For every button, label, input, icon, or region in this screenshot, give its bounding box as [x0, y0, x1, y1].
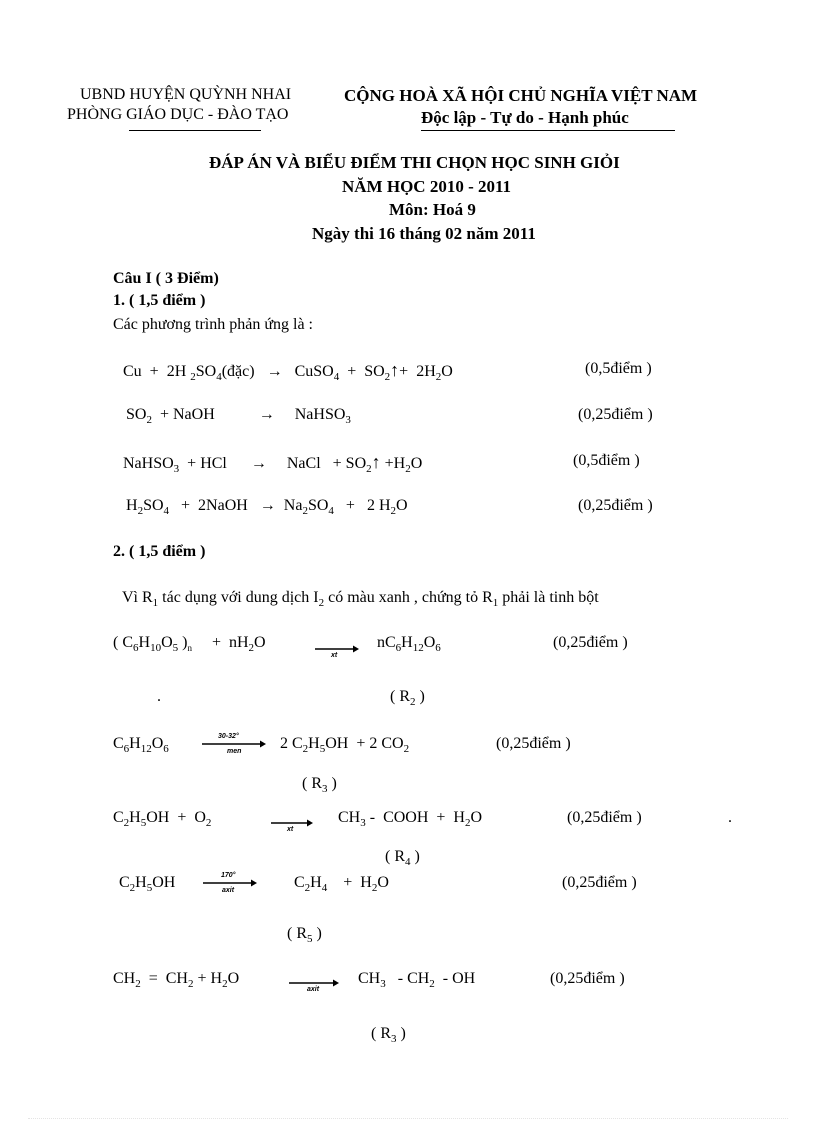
label-r4: ( $R_4$ ) — [385, 848, 420, 868]
reaction-e-product: $CH_3 - CH_2$ - OH — [358, 970, 476, 990]
dot-mark: . — [157, 688, 161, 705]
label-r3: ( $R_3$ ) — [302, 775, 337, 795]
part2-heading: 2. ( 1,5 điểm ) — [113, 543, 206, 560]
doc-title-line3: Môn: Hoá 9 — [389, 200, 476, 219]
reaction-a-score: (0,25điểm ) — [553, 634, 628, 651]
equation-1: Cu + 2H $_2SO_4(đặc)$ → CuSO$_4$ + $SO_2↑+ 2H_2O$ — [123, 360, 453, 383]
reaction-b-product: 2 $C_2H_5OH + 2$ $CO_2$ — [280, 735, 410, 755]
label-r2: ( $R_2$ ) — [390, 688, 425, 708]
equation-2-score: (0,25điểm ) — [578, 406, 653, 423]
arrow-dehydrate-top: 170° — [221, 872, 236, 879]
reaction-d-product: $C_2H_4$ + $H_2O$ — [294, 874, 389, 894]
header-left-line2: PHÒNG GIÁO DỤC - ĐÀO TẠO — [67, 106, 289, 123]
reaction-d: $C_2H_5OH$ — [119, 874, 176, 894]
arrow-xt-1-label: xt — [331, 652, 338, 659]
label-r3-second: ( $R_3$ ) — [371, 1025, 406, 1045]
page-bottom-divider — [28, 1118, 788, 1119]
arrow-ferment-top: 30-32° — [218, 733, 239, 740]
doc-title-line1: ĐÁP ÁN VÀ BIỂU ĐIỂM THI CHỌN HỌC SINH GIỎI — [209, 153, 620, 172]
label-r5: ( $R_5$ ) — [287, 925, 322, 945]
doc-title-line4: Ngày thi 16 tháng 02 năm 2011 — [312, 224, 536, 243]
part1-intro: Các phương trình phản ứng là : — [113, 316, 313, 333]
header-left-line1: UBND HUYỆN QUỲNH NHAI — [80, 86, 292, 103]
doc-title-line2: NĂM HỌC 2010 - 2011 — [342, 177, 512, 196]
equation-3-score: (0,5điểm ) — [573, 452, 640, 469]
reaction-b-score: (0,25điểm ) — [496, 735, 571, 752]
reaction-a: ( $C_6H_{10}O_5$ )$_n$ + $nH_2O$ — [113, 634, 266, 654]
arrow-dehydrate-bottom: axit — [222, 887, 235, 894]
reaction-a-product: $nC_6H_{12}O_6$ — [377, 634, 441, 654]
equation-1-score: (0,5điểm ) — [585, 360, 652, 377]
header-right-underline — [421, 130, 675, 131]
reaction-c: $C_2H_5OH + O_2$ — [113, 809, 212, 829]
header-right-line1: CỘNG HOÀ XÃ HỘI CHỦ NGHĨA VIỆT NAM — [344, 86, 698, 105]
reaction-e-score: (0,25điểm ) — [550, 970, 625, 987]
part2-intro: Vì $R_1$ tác dụng với dung dịch $I_2$ có màu xanh , chứng tỏ $R_1$ phải là tinh bột — [122, 589, 599, 609]
arrow-xt-2-label: xt — [287, 826, 294, 833]
arrow-hydrate-label: axit — [307, 986, 320, 993]
part1-heading: 1. ( 1,5 điểm ) — [113, 292, 206, 309]
dot-mark-right: . — [728, 809, 732, 826]
equation-4: $H_2SO_4$ + 2NaOH → $Na_2SO_4 + 2$ $H_2O$ — [126, 497, 408, 517]
reaction-d-score: (0,25điểm ) — [562, 874, 637, 891]
reaction-b: $C_6H_{12}O_6$ — [113, 735, 169, 755]
header-left-underline — [129, 130, 261, 131]
equation-4-score: (0,25điểm ) — [578, 497, 653, 514]
reaction-e: $CH_2 = CH_2 + H_2O$ — [113, 970, 240, 990]
reaction-c-product: $CH_3$ - COOH + $H_2O$ — [338, 809, 483, 829]
equation-2: $SO_2$ + NaOH → NaHSO$_3$ — [126, 406, 351, 426]
equation-3: NaHSO$_3$ + HCl → NaCl + $SO_2↑ +H_2O$ — [123, 452, 423, 475]
header-right-line2: Độc lập - Tự do - Hạnh phúc — [421, 108, 629, 127]
reaction-c-score: (0,25điểm ) — [567, 809, 642, 826]
arrow-ferment-bottom: men — [227, 748, 242, 755]
section-heading-cau1: Câu I ( 3 Điểm) — [113, 270, 219, 287]
